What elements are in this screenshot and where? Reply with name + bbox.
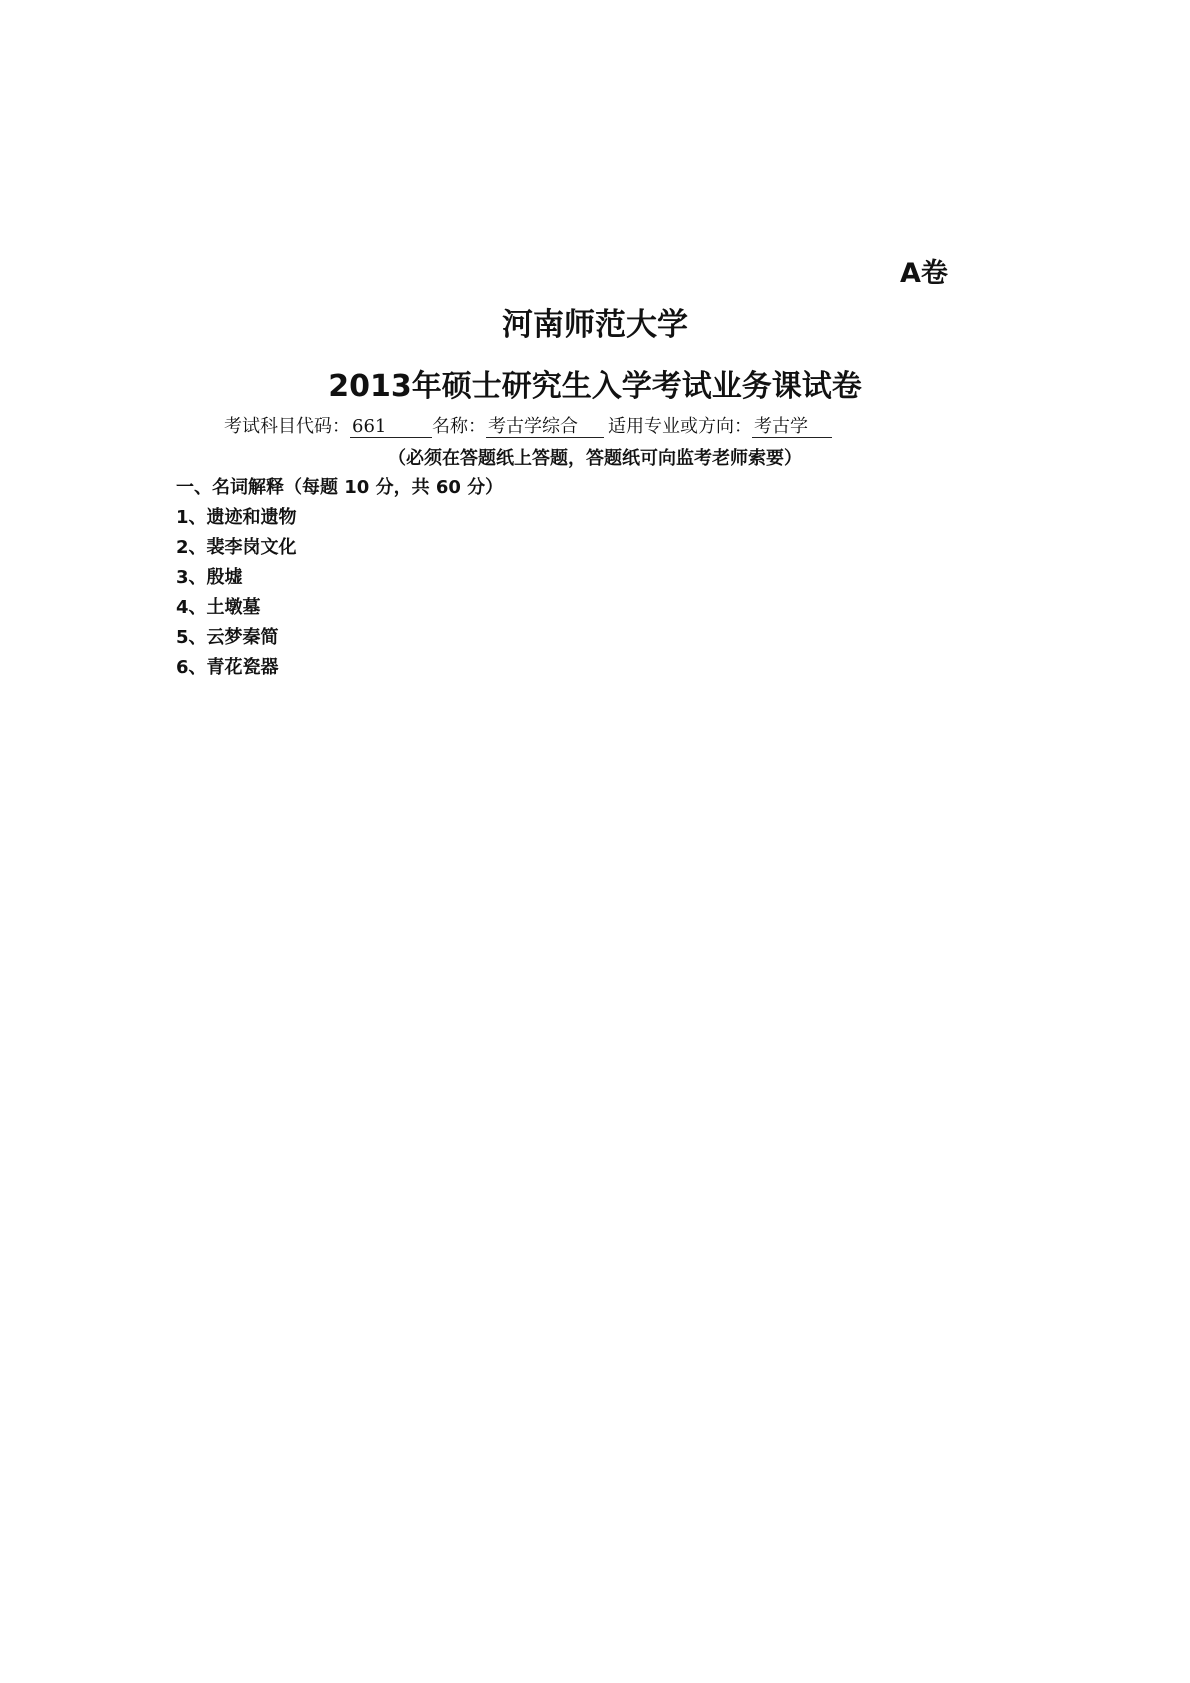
subject-code-value: 661 (350, 417, 432, 438)
section-heading: 一、名词解释（每题 10 分，共 60 分） (176, 477, 504, 498)
major-value: 考古学 (752, 417, 832, 438)
university-name: 河南师范大学 (502, 307, 688, 343)
subject-info-line (224, 414, 832, 440)
question-item: 2、裴李岗文化 (176, 537, 297, 558)
question-list (176, 505, 297, 685)
question-item: 5、云梦秦简 (176, 627, 279, 648)
subject-name-label: 名称： (432, 416, 486, 437)
question-item: 6、青花瓷器 (176, 657, 279, 678)
exam-title: 2013年硕士研究生入学考试业务课试卷 (328, 369, 862, 404)
question-item: 4、土墩墓 (176, 597, 261, 618)
question-item: 3、殷墟 (176, 567, 243, 588)
subject-code-label: 考试科目代码： (224, 416, 350, 437)
subject-name-value: 考古学综合 (486, 417, 604, 438)
paper-version-label: A卷 (900, 258, 948, 289)
answer-instruction: （必须在答题纸上答题，答题纸可向监考老师索要） (388, 448, 802, 469)
question-item: 1、遗迹和遗物 (176, 507, 297, 528)
major-label: 适用专业或方向： (608, 416, 752, 437)
